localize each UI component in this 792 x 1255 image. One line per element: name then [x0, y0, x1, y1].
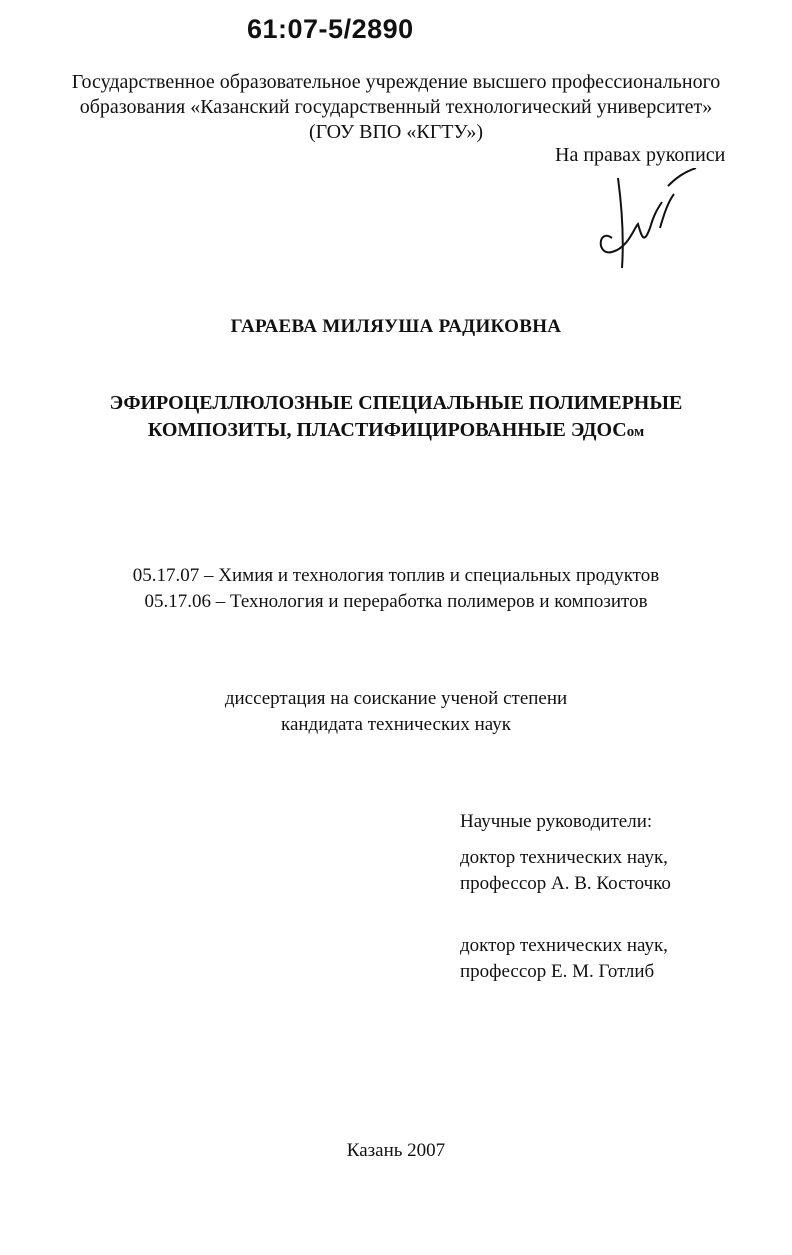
advisor-name: профессор Е. М. Готлиб: [460, 961, 655, 982]
title-line-2: [0, 417, 792, 446]
degree-line-2: кандидата технических наук: [281, 714, 511, 735]
title-line-2-main: КОМПОЗИТЫ, ПЛАСТИФИЦИРОВАННЫЕ ЭДОС: [147, 419, 627, 441]
specialty-line: 05.17.07 – Химия и технология топлив и специальных продуктов: [132, 565, 660, 586]
city-year: Казань 2007: [346, 1140, 446, 1161]
advisor-name: профессор А. В. Косточко: [460, 873, 671, 894]
specialty-line: 05.17.06 – Технология и переработка полимеров и композитов: [144, 591, 648, 612]
advisors-heading: Научные руководители:: [460, 811, 653, 832]
title-line-1: ЭФИРОЦЕЛЛЮЛОЗНЫЕ СПЕЦИАЛЬНЫЕ ПОЛИМЕРНЫЕ: [109, 392, 683, 414]
handwritten-signature: [588, 168, 708, 278]
stamp-number: 61:07-5/2890: [247, 14, 414, 44]
organization-line-2: образования «Казанский государственный технологический университет»: [79, 96, 713, 118]
author-name: ГАРАЕВА МИЛЯУША РАДИКОВНА: [230, 316, 562, 337]
organization-line-1: Государственное образовательное учреждение высшего профессионального: [71, 71, 721, 93]
advisor-title: доктор технических наук,: [460, 847, 668, 868]
advisor-title: доктор технических наук,: [460, 935, 668, 956]
manuscript-rights-label: На правах рукописи: [555, 144, 726, 166]
organization-line-3: (ГОУ ВПО «КГТУ»): [308, 121, 484, 143]
title-line-2-suffix: ом: [626, 424, 645, 440]
degree-line-1: диссертация на соискание ученой степени: [224, 688, 568, 709]
